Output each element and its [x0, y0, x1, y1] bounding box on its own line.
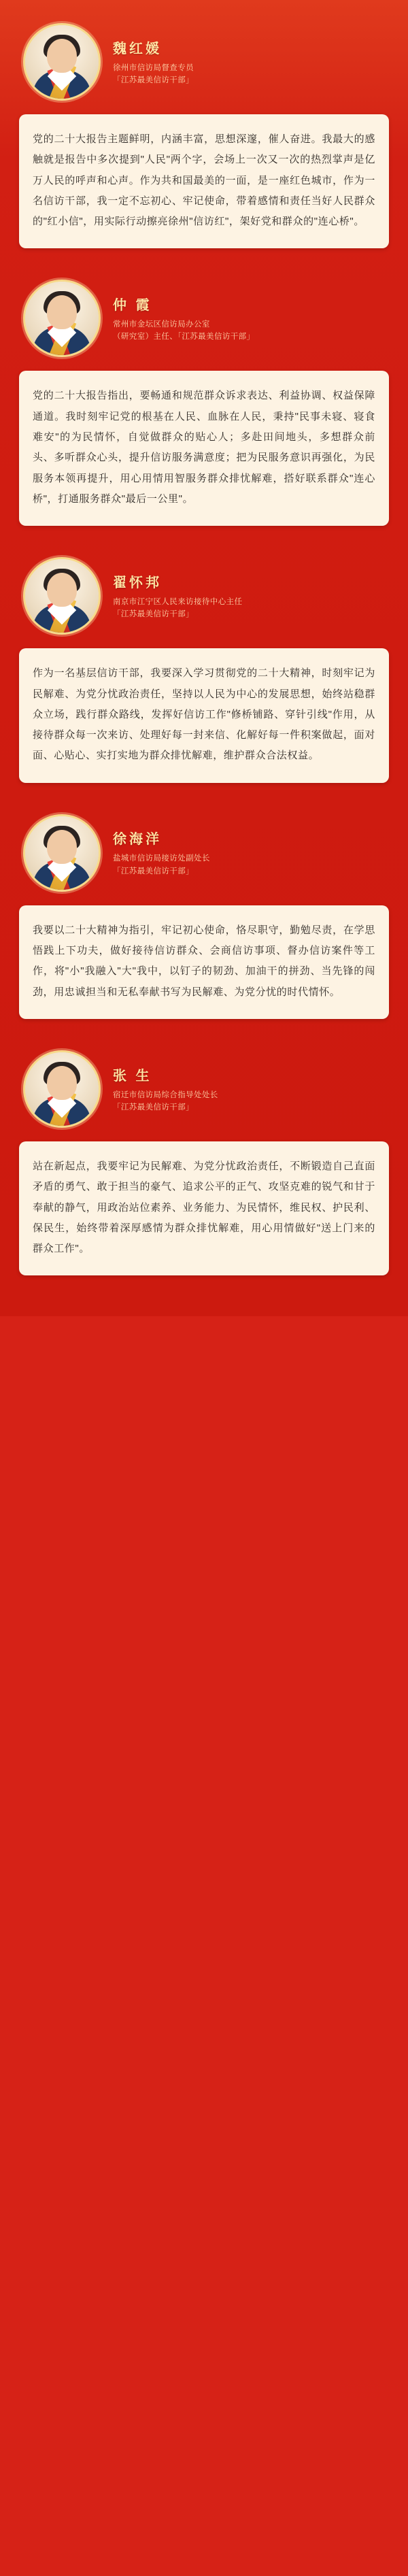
person-info	[113, 1065, 389, 1114]
person-info	[113, 571, 389, 621]
avatar	[23, 23, 101, 101]
person-tag: 「江苏最美信访干部」	[113, 610, 194, 619]
profile-entry	[19, 1050, 389, 1275]
person-title: 宿迁市信访局综合指导处处长	[113, 1090, 218, 1099]
profile-entry	[19, 23, 389, 248]
person-title: 南京市江宁区人民来访接待中心主任	[113, 597, 243, 606]
avatar	[23, 557, 101, 635]
quote-card: 我要以二十大精神为指引，牢记初心使命，恪尽职守，勤勉尽责，在学思悟践上下功夫，做好接待信访群众、会商信访事项、督办信访案件等工作，将"小"我融入"大"我中，以钉子的韧劲、加油干的拼劲、当先锋的闯劲，用忠诚担当和无私奉献书写为民解难、为党分忧的时代情怀。	[19, 905, 389, 1019]
quote-card: 站在新起点，我要牢记为民解难、为党分忧政治责任，不断锻造自己直面矛盾的勇气、敢于担当的豪气、追求公平的正气、攻坚克难的锐气和甘于奉献的静气，用政治站位素养、业务能力、为民情怀，维民权、护民利、保民生，始终带着深厚感情为群众排忧解难，用心用情做好"送上门来的群众工作"。	[19, 1141, 389, 1275]
person-info	[113, 294, 389, 344]
avatar	[23, 280, 101, 357]
avatar	[23, 1050, 101, 1128]
person-name: 魏红媛	[113, 41, 162, 56]
person-name: 徐海洋	[113, 832, 162, 848]
person-header	[19, 557, 389, 635]
profile-entry	[19, 557, 389, 782]
profile-entry	[19, 280, 389, 526]
person-tag: 「江苏最美信访干部」	[113, 1103, 194, 1111]
person-name: 张 生	[113, 1068, 152, 1084]
quote-card: 党的二十大报告指出，要畅通和规范群众诉求表达、利益协调、权益保障通道。我时刻牢记党的根基在人民、血脉在人民，秉持"民事未寝、寝食难安"的为民情怀，自觉做群众的贴心人；多赴田间地头，多想群众前头、多听群众心头，提升信访服务满意度；把为民服务意识再强化，为民服务本领再提升，用心用情用智服务群众排忧解难，搭好联系群众"连心桥"，打通服务群众"最后一公里"。	[19, 371, 389, 526]
person-header	[19, 280, 389, 357]
person-header	[19, 23, 389, 101]
quote-card: 党的二十大报告主题鲜明，内涵丰富，思想深邃，催人奋进。我最大的感触就是报告中多次提到"人民"两个字，会场上一次又一次的热烈掌声是亿万人民的呼声和心声。作为共和国最美的一面，是一座红色城市，作为一名信访干部，我一定不忘初心、牢记使命，带着感情和责任当好人民群众的"红小信"，用实际行动擦亮徐州"信访红"，架好党和群众的"连心桥"。	[19, 114, 389, 248]
avatar	[23, 814, 101, 892]
person-title: 盐城市信访局接访处副处长	[113, 854, 210, 863]
person-tag: 「江苏最美信访干部」	[113, 76, 194, 84]
person-name: 仲 霞	[113, 298, 152, 314]
person-header	[19, 1050, 389, 1128]
person-title: 徐州市信访局督查专员	[113, 63, 194, 72]
person-title-2: （研究室）主任、「江苏最美信访干部」	[113, 333, 255, 341]
person-info	[113, 37, 389, 87]
quote-card: 作为一名基层信访干部，我要深入学习贯彻党的二十大精神，时刻牢记为民解难、为党分忧政治责任，坚持以人民为中心的发展思想，始终站稳群众立场，践行群众路线，发挥好信访工作"修桥铺路、穿针引线"作用，从接待群众每一次来访、处理好每一封来信、化解好每一件积案做起，面对面、心贴心、实打实地为群众排忧解难，维护群众合法权益。	[19, 648, 389, 782]
profile-entry	[19, 814, 389, 1019]
person-name: 翟怀邦	[113, 575, 162, 590]
person-header	[19, 814, 389, 892]
person-info	[113, 828, 389, 877]
person-tag: 「江苏最美信访干部」	[113, 867, 194, 875]
person-title: 常州市金坛区信访局办公室	[113, 320, 210, 329]
